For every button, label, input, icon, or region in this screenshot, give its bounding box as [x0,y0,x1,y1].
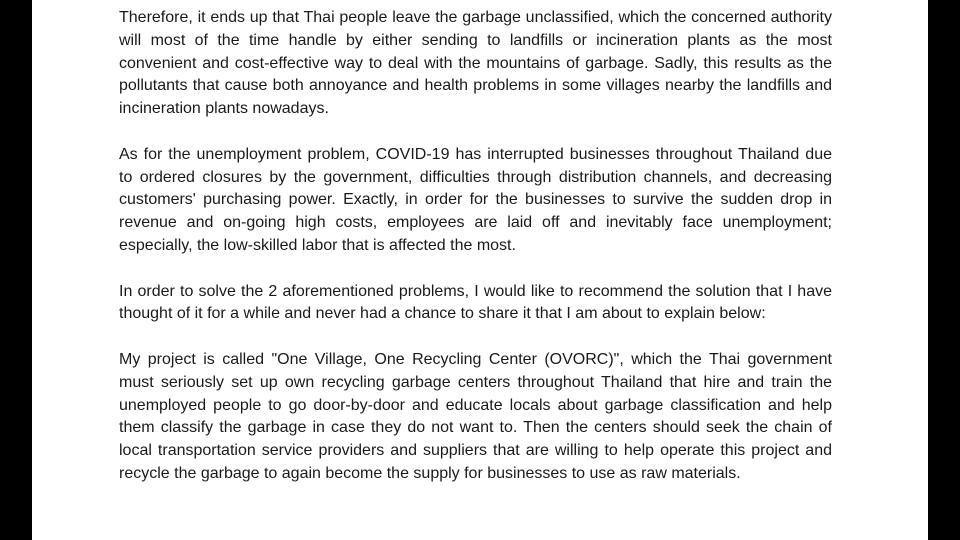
paragraph-solution-intro: In order to solve the 2 aforementioned problems, I would like to recommend the solution that I have thought of it for a while and never had a chance to share it that I am about to explain below: [119,282,832,323]
paragraph-garbage-handling: Therefore, it ends up that Thai people leave the garbage unclassified, which the concerned authority will most of the time handle by either sending to landfills or incineration plants as the most convenient and cost-effective way to deal with the mountains of garbage. Sadly, this results as the pollutants that cause both annoyance and health problems in some villages nearby the landfills and incineration plants nowadays. [119,9,832,118]
paragraph-unemployment-problem: As for the unemployment problem, COVID-19 has interrupted businesses throughout Thailand due to ordered closures by the government, difficulties through distribution channels, and decreasing customers' purchasing power. Exactly, in order for the businesses to survive the sudden drop in revenue and on-going high costs, employees are laid off and inevitably face unemployment; especially, the low-skilled labor that is affected the most. [119,145,832,254]
document-page [32,0,928,540]
document-body [119,7,832,509]
paragraph-ovorc-project: My project is called "One Village, One Recycling Center (OVORC)", which the Thai government must seriously set up own recycling garbage centers throughout Thailand that hire and train the unemployed people to go door-by-door and educate locals about garbage classification and help them classify the garbage in case they do not want to. Then the centers should seek the chain of local transportation service providers and suppliers that are willing to help operate this project and recycle the garbage to again become the supply for businesses to use as raw materials. [119,350,832,482]
